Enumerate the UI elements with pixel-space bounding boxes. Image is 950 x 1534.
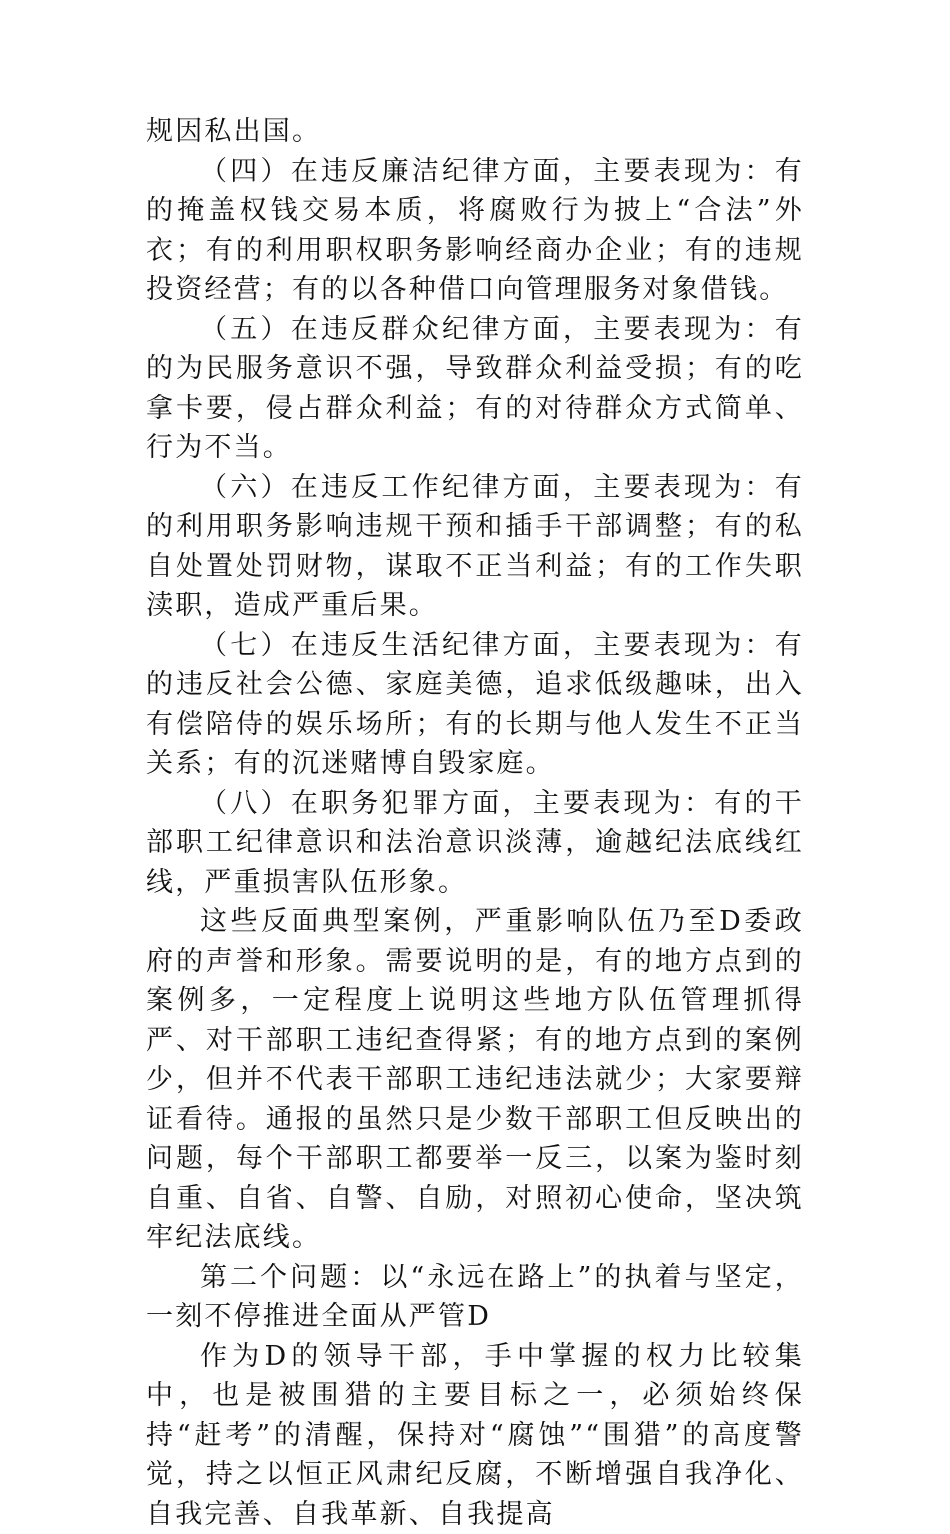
paragraph-leadership: 作为D的领导干部，手中掌握的权力比较集中，也是被围猎的主要目标之一，必须始终保持“赶考”的清醒，保持对“腐蚀”“围猎”的高度警觉，持之以恒正风肃纪反腐，不断增强自我净化、自我完善、自我革新、自我提高: [146, 1337, 804, 1534]
paragraph-continuation: 规因私出国。: [146, 112, 804, 152]
document-body: [146, 112, 804, 1534]
paragraph-work-discipline: （六）在违反工作纪律方面，主要表现为：有的利用职务影响违规干预和插手干部调整；有的私自处置处罚财物，谋取不正当利益；有的工作失职渎职，造成严重后果。: [146, 468, 804, 626]
paragraph-integrity-discipline: （四）在违反廉洁纪律方面，主要表现为：有的掩盖权钱交易本质，将腐败行为披上“合法”外衣；有的利用职权职务影响经商办企业；有的违规投资经营；有的以各种借口向管理服务对象借钱。: [146, 152, 804, 310]
paragraph-second-issue-heading: 第二个问题：以“永远在路上”的执着与坚定，一刻不停推进全面从严管D: [146, 1258, 804, 1337]
paragraph-life-discipline: （七）在违反生活纪律方面，主要表现为：有的违反社会公德、家庭美德，追求低级趣味，出入有偿陪侍的娱乐场所；有的长期与他人发生不正当关系；有的沉迷赌博自毁家庭。: [146, 626, 804, 784]
paragraph-mass-discipline: （五）在违反群众纪律方面，主要表现为：有的为民服务意识不强，导致群众利益受损；有的吃拿卡要，侵占群众利益；有的对待群众方式简单、行为不当。: [146, 310, 804, 468]
paragraph-case-summary: 这些反面典型案例，严重影响队伍乃至D委政府的声誉和形象。需要说明的是，有的地方点到的案例多，一定程度上说明这些地方队伍管理抓得严、对干部职工违纪查得紧；有的地方点到的案例少，但并不代表干部职工违纪违法就少；大家要辩证看待。通报的虽然只是少数干部职工但反映出的问题，每个干部职工都要举一反三，以案为鉴时刻自重、自省、自警、自励，对照初心使命，坚决筑牢纪法底线。: [146, 902, 804, 1258]
paragraph-duty-crime: （八）在职务犯罪方面，主要表现为：有的干部职工纪律意识和法治意识淡薄，逾越纪法底线红线，严重损害队伍形象。: [146, 784, 804, 903]
